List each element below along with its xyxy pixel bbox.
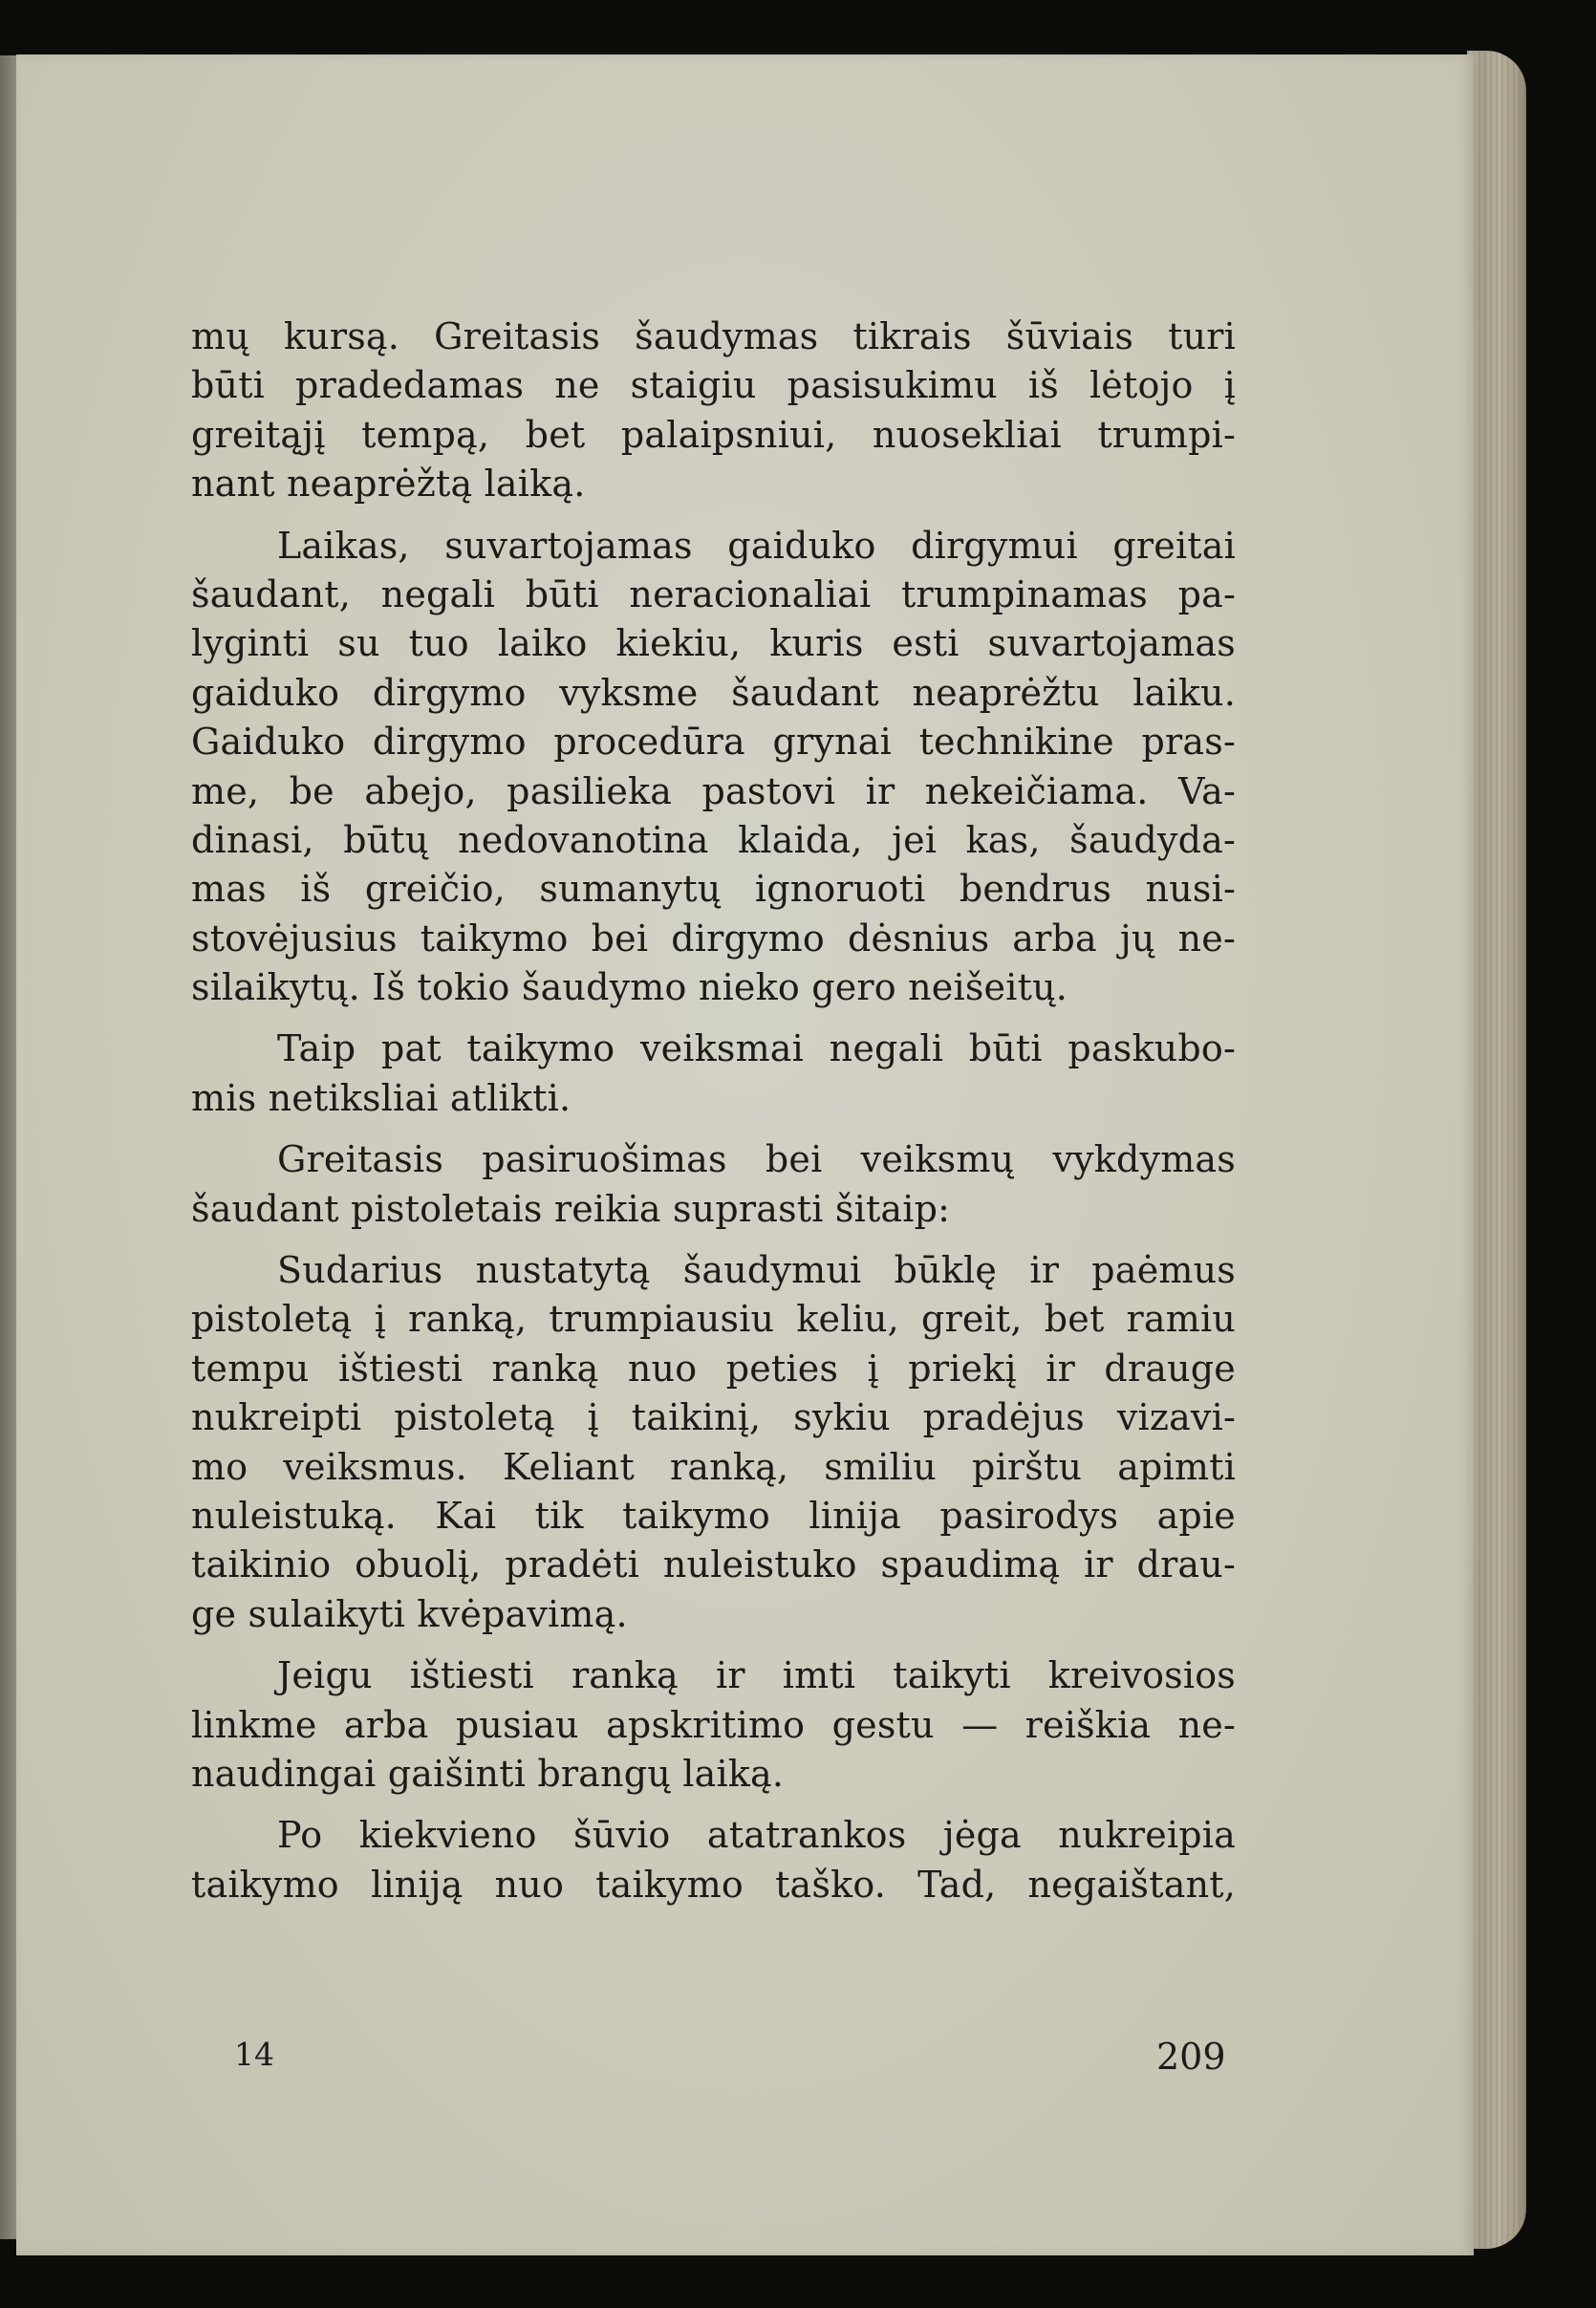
text-line: Greitasis pasiruošimas bei veiksmų vykdymas [277,1138,1236,1181]
paragraph [191,1025,1236,1123]
paragraph-gap [191,1799,1236,1811]
text-line: šaudant pistoletais reikia suprasti šitaip: [191,1187,951,1230]
text-line: mų kursą. Greitasis šaudymas tikrais šūviais turi [191,315,1236,357]
paragraph-gap [191,1639,1236,1651]
page-stack-edge [1467,51,1526,2249]
text-line: tempu ištiesti ranką nuo peties į priekį ir drauge [191,1347,1236,1390]
text-line: gaiduko dirgymo vyksme šaudant neaprėžtu laiku. [191,671,1236,714]
text-line: būti pradedamas ne staigiu pasisukimu iš lėtojo į [191,364,1236,407]
text-line: mo veiksmus. Keliant ranką, smiliu pirštu apimti [191,1445,1236,1488]
page-number: 209 [1156,2036,1226,2078]
text-line: Sudarius nustatytą šaudymui būklę ir paėmus [277,1249,1236,1292]
paragraph [191,1651,1236,1799]
text-line: ge sulaikyti kvėpavimą. [191,1592,628,1635]
text-line: Po kiekvieno šūvio atatrankos jėga nukreipia [277,1814,1236,1857]
text-line: mis netiksliai atlikti. [191,1076,572,1119]
text-line: taikinio obuolį, pradėti nuleistuko spaudimą ir drau- [191,1543,1236,1586]
paragraph [191,522,1236,1013]
text-line: naudingai gaišinti brangų laiką. [191,1752,785,1795]
paragraph-gap [191,1234,1236,1246]
text-line: linkme arba pusiau apskritimo gestu — reiškia ne- [191,1703,1236,1746]
paragraph [191,1246,1236,1639]
body-text [191,313,1236,1909]
left-page-edge [0,55,16,2239]
paragraph-gap [191,509,1236,522]
text-line: lyginti su tuo laiko kiekiu, kuris esti suvartojamas [191,622,1236,665]
paragraph-gap [191,1123,1236,1135]
text-line: me, be abejo, pasilieka pastovi ir nekeičiama. Va- [191,769,1236,812]
text-line: dinasi, būtų nedovanotina klaida, jei kas, šaudyda- [191,818,1236,861]
text-line: nuleistuką. Kai tik taikymo linija pasirodys apie [191,1494,1236,1537]
book-page [16,54,1474,2255]
text-line: silaikytų. Iš tokio šaudymo nieko gero neišeitų. [191,966,1068,1009]
text-line: Jeigu ištiesti ranką ir imti taikyti kreivosios [277,1654,1236,1697]
text-line: Taip pat taikymo veiksmai negali būti paskubo- [277,1027,1236,1070]
paragraph [191,1135,1236,1234]
text-line: taikymo liniją nuo taikymo taško. Tad, negaištant, [191,1863,1236,1906]
text-line: Gaiduko dirgymo procedūra grynai technikine pras- [191,721,1236,764]
text-line: Laikas, suvartojamas gaiduko dirgymui greitai [277,524,1236,567]
text-line: greitąjį tempą, bet palaipsniui, nuosekliai trumpi- [191,413,1236,456]
text-line: stovėjusius taikymo bei dirgymo dėsnius arba jų ne- [191,917,1236,960]
signature-mark: 14 [234,2036,274,2073]
text-line: mas iš greičio, sumanytų ignoruoti bendrus nusi- [191,868,1236,911]
text-line: nant neaprėžtą laiką. [191,463,586,506]
paragraph [191,313,1236,509]
text-line: šaudant, negali būti neracionaliai trumpinamas pa- [191,572,1236,615]
text-line: pistoletą į ranką, trumpiausiu keliu, greit, bet ramiu [191,1298,1236,1341]
paragraph [191,1811,1236,1909]
text-line: nukreipti pistoletą į taikinį, sykiu pradėjus vizavi- [191,1396,1236,1439]
paragraph-gap [191,1012,1236,1025]
